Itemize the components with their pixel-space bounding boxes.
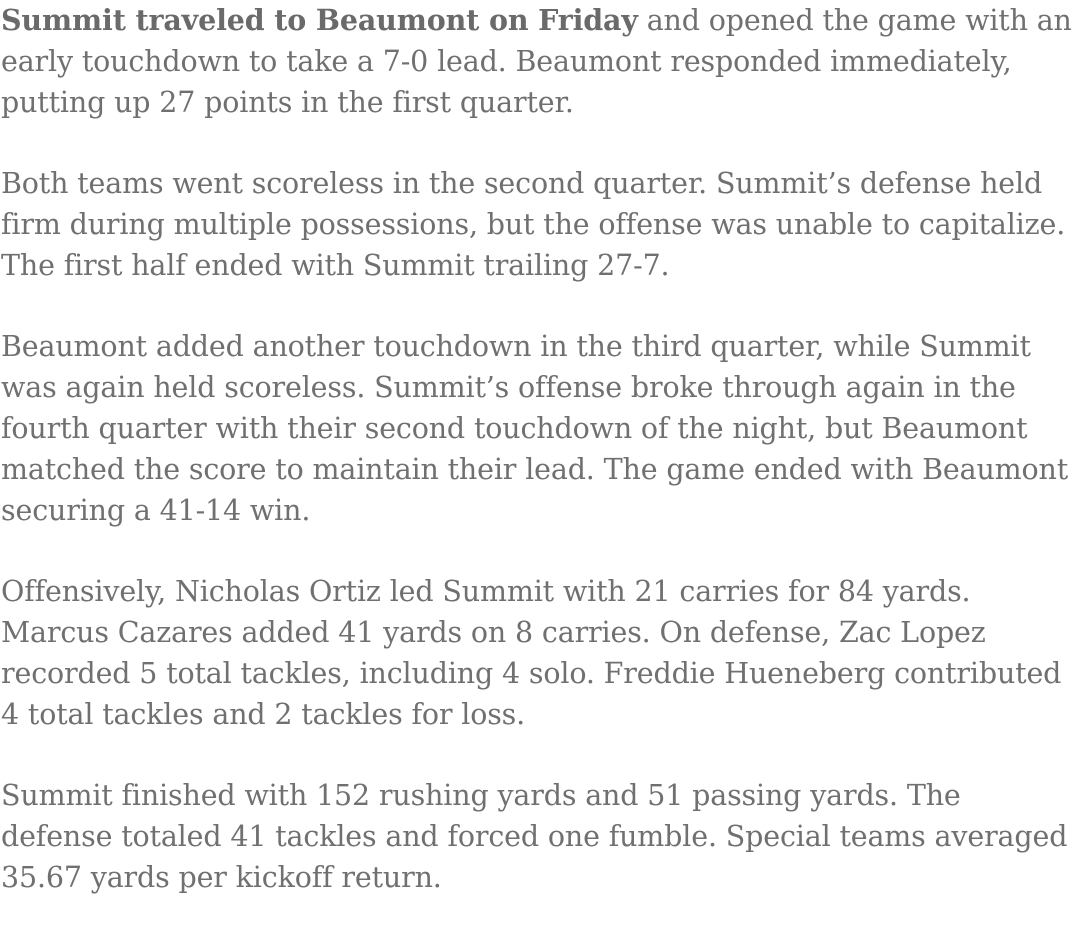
- paragraph-opening-text: and opened the game with an early touchdown to take a 7-0 lead. Beaumont responded immediately, putting up 27 points in the first quarter.: [1, 4, 1072, 119]
- article-lede: Summit traveled to Beaumont on Friday: [1, 3, 638, 37]
- paragraph-opening: [1, 0, 1080, 123]
- paragraph-player-stats: Offensively, Nicholas Ortiz led Summit with 21 carries for 84 yards. Marcus Cazares added 41 yards on 8 carries. On defense, Zac Lopez recorded 5 total tackles, including 4 solo. Freddie Hueneberg contributed 4 total tackles and 2 tackles for loss.: [1, 575, 1062, 731]
- paragraph-team-stats: Summit finished with 152 rushing yards and 51 passing yards. The defense totaled 41 tackles and forced one fumble. Special teams averaged 35.67 yards per kickoff return.: [1, 779, 1068, 894]
- paragraph-second-half: Beaumont added another touchdown in the third quarter, while Summit was again held scoreless. Summit’s offense broke through again in the fourth quarter with their second touchdown of the night, but Beaumont matched the score to maintain their lead. The game ended with Beaumont securing a 41-14 win.: [1, 330, 1069, 527]
- paragraph-second-quarter: Both teams went scoreless in the second quarter. Summit’s defense held firm during multiple possessions, but the offense was unable to capitalize. The first half ended with Summit trailing 27-7.: [1, 167, 1066, 282]
